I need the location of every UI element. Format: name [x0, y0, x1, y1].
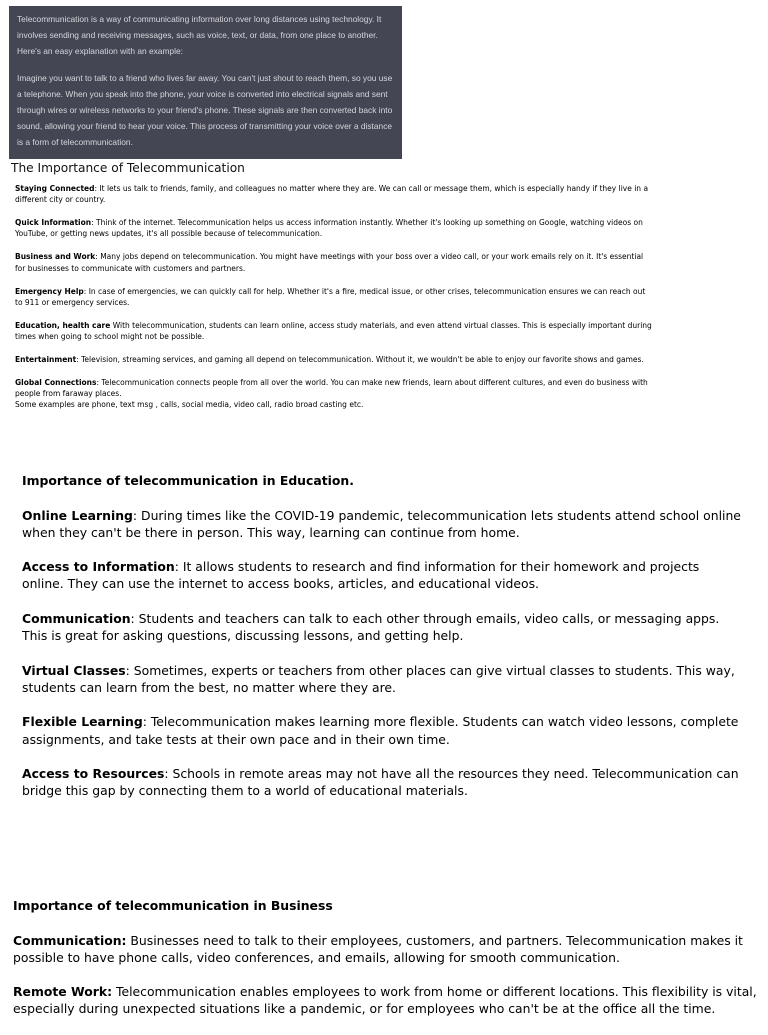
item-text: : Students and teachers can talk to each other through emails, video calls, or messaging apps. This is great for asking questions, discussing lessons, and getting help. — [22, 610, 720, 644]
list-item — [15, 251, 655, 274]
item-text: : In case of emergencies, we can quickly call for help. Whether it's a fire, medical issue, or other crises, telecommunication ensures we can reach out to 911 or emergency services. — [15, 286, 646, 307]
item-label: Entertainment — [15, 354, 77, 364]
intro-paragraph-2: Imagine you want to talk to a friend who lives far away. You can't just shout to reach them, so you use a telephone. When you speak into the phone, your voice is converted into electrical signals and sent through wires or wireless networks to your friend's phone. These signals are then converted back into sound, allowing your friend to hear your voice. This process of transmitting your voice over a distance is a form of telecommunication. — [17, 72, 393, 148]
item-label: Education, health care — [15, 320, 111, 330]
list-item — [15, 286, 655, 309]
list-item — [22, 507, 742, 541]
item-text: With telecommunication, students can learn online, access study materials, and even attend virtual classes. This is especially important during times when going to school might not be possible. — [15, 320, 652, 342]
item-label: Communication — [22, 610, 131, 626]
item-label: Staying Connected — [15, 184, 95, 193]
list-item — [15, 183, 655, 206]
item-text: Businesses need to talk to their employees, customers, and partners. Telecommunication makes it possible to have phone calls, video conferences, and emails, allowing for smooth communication. — [13, 932, 743, 965]
list-item — [13, 983, 761, 1017]
list-item — [22, 765, 742, 799]
item-label: Emergency Help — [15, 286, 84, 296]
item-text: : Telecommunication makes learning more flexible. Students can watch video lessons, complete assignments, and take tests at their own pace and in their own time. — [22, 714, 739, 747]
business-section — [13, 897, 761, 1035]
intro-screenshot-box — [9, 6, 402, 159]
list-item — [15, 217, 655, 240]
list-item — [22, 558, 742, 592]
intro-paragraph-1: Telecommunication is a way of communicating information over long distances using technology. It involves sending and receiving messages, such as voice, text, or data, from one place to another. Here's an easy explanation with an example: — [17, 14, 382, 57]
item-text: : Television, streaming services, and gaming all depend on telecommunication. Without it, we wouldn't be able to enjoy our favorite shows and games. — [76, 354, 644, 364]
item-label: Remote Work: — [13, 984, 113, 1000]
list-item — [15, 320, 655, 343]
item-text: : During times like the COVID-19 pandemic, telecommunication lets students attend school online when they can't be there in person. This way, learning can continue from home. — [22, 507, 741, 540]
item-text: : Schools in remote areas may not have all the resources they need. Telecommunication can bridge this gap by connecting them to a world of educational materials. — [22, 766, 739, 799]
item-label: Access to Resources — [22, 766, 165, 782]
business-heading: Importance of telecommunication in Business — [13, 898, 333, 913]
item-text: : Many jobs depend on telecommunication. You might have meetings with your boss over a video call, or your work emails rely on it. It's essential for businesses to communicate with customers and partners. — [15, 252, 644, 273]
item-label: Online Learning — [22, 507, 133, 523]
list-item — [22, 662, 742, 696]
item-label: Access to Information — [22, 559, 175, 575]
item-label: Virtual Classes — [22, 662, 126, 678]
item-label: Flexible Learning — [22, 714, 143, 730]
list-item — [15, 354, 655, 365]
item-text: : Sometimes, experts or teachers from other places can give virtual classes to students. This way, students can learn from the best, no matter where they are. — [22, 662, 735, 695]
item-text: : It allows students to research and find information for their homework and projects online. They can use the internet to access books, articles, and educational videos. — [22, 559, 700, 592]
item-text: : Telecommunication connects people from all over the world. You can make new friends, learn about different cultures, and even do business with people from faraway places. — [15, 377, 648, 399]
item-text: : It lets us talk to friends, family, and colleagues no matter where they are. We can call or message them, which is especially handy if they live in a different city or country. — [15, 184, 649, 205]
education-section — [22, 472, 742, 817]
list-item — [22, 713, 742, 747]
list-item — [13, 932, 761, 966]
item-label: Global Connections — [15, 377, 97, 387]
list-item — [15, 377, 655, 400]
item-label: Business and Work — [15, 252, 96, 262]
item-label: Communication: — [13, 932, 127, 948]
importance-title: The Importance of Telecommunication — [11, 161, 245, 175]
education-heading: Importance of telecommunication in Education. — [22, 473, 354, 488]
importance-list — [15, 183, 655, 422]
item-text: : Think of the internet. Telecommunication helps us access information instantly. Whether it's looking up something on Google, watching videos on YouTube, or getting news updates, it's all possible because of telecommunication. — [15, 218, 643, 239]
item-label: Quick Information — [15, 218, 92, 228]
item-text: Telecommunication enables employees to work from home or different locations. This flexibility is vital, especially during unexpected situations like a pandemic, or for employees who can't be at the office all the time. — [13, 984, 757, 1017]
examples-line: Some examples are phone, text msg , calls, social media, video call, radio broad casting etc. — [15, 400, 364, 410]
list-item — [22, 610, 742, 644]
